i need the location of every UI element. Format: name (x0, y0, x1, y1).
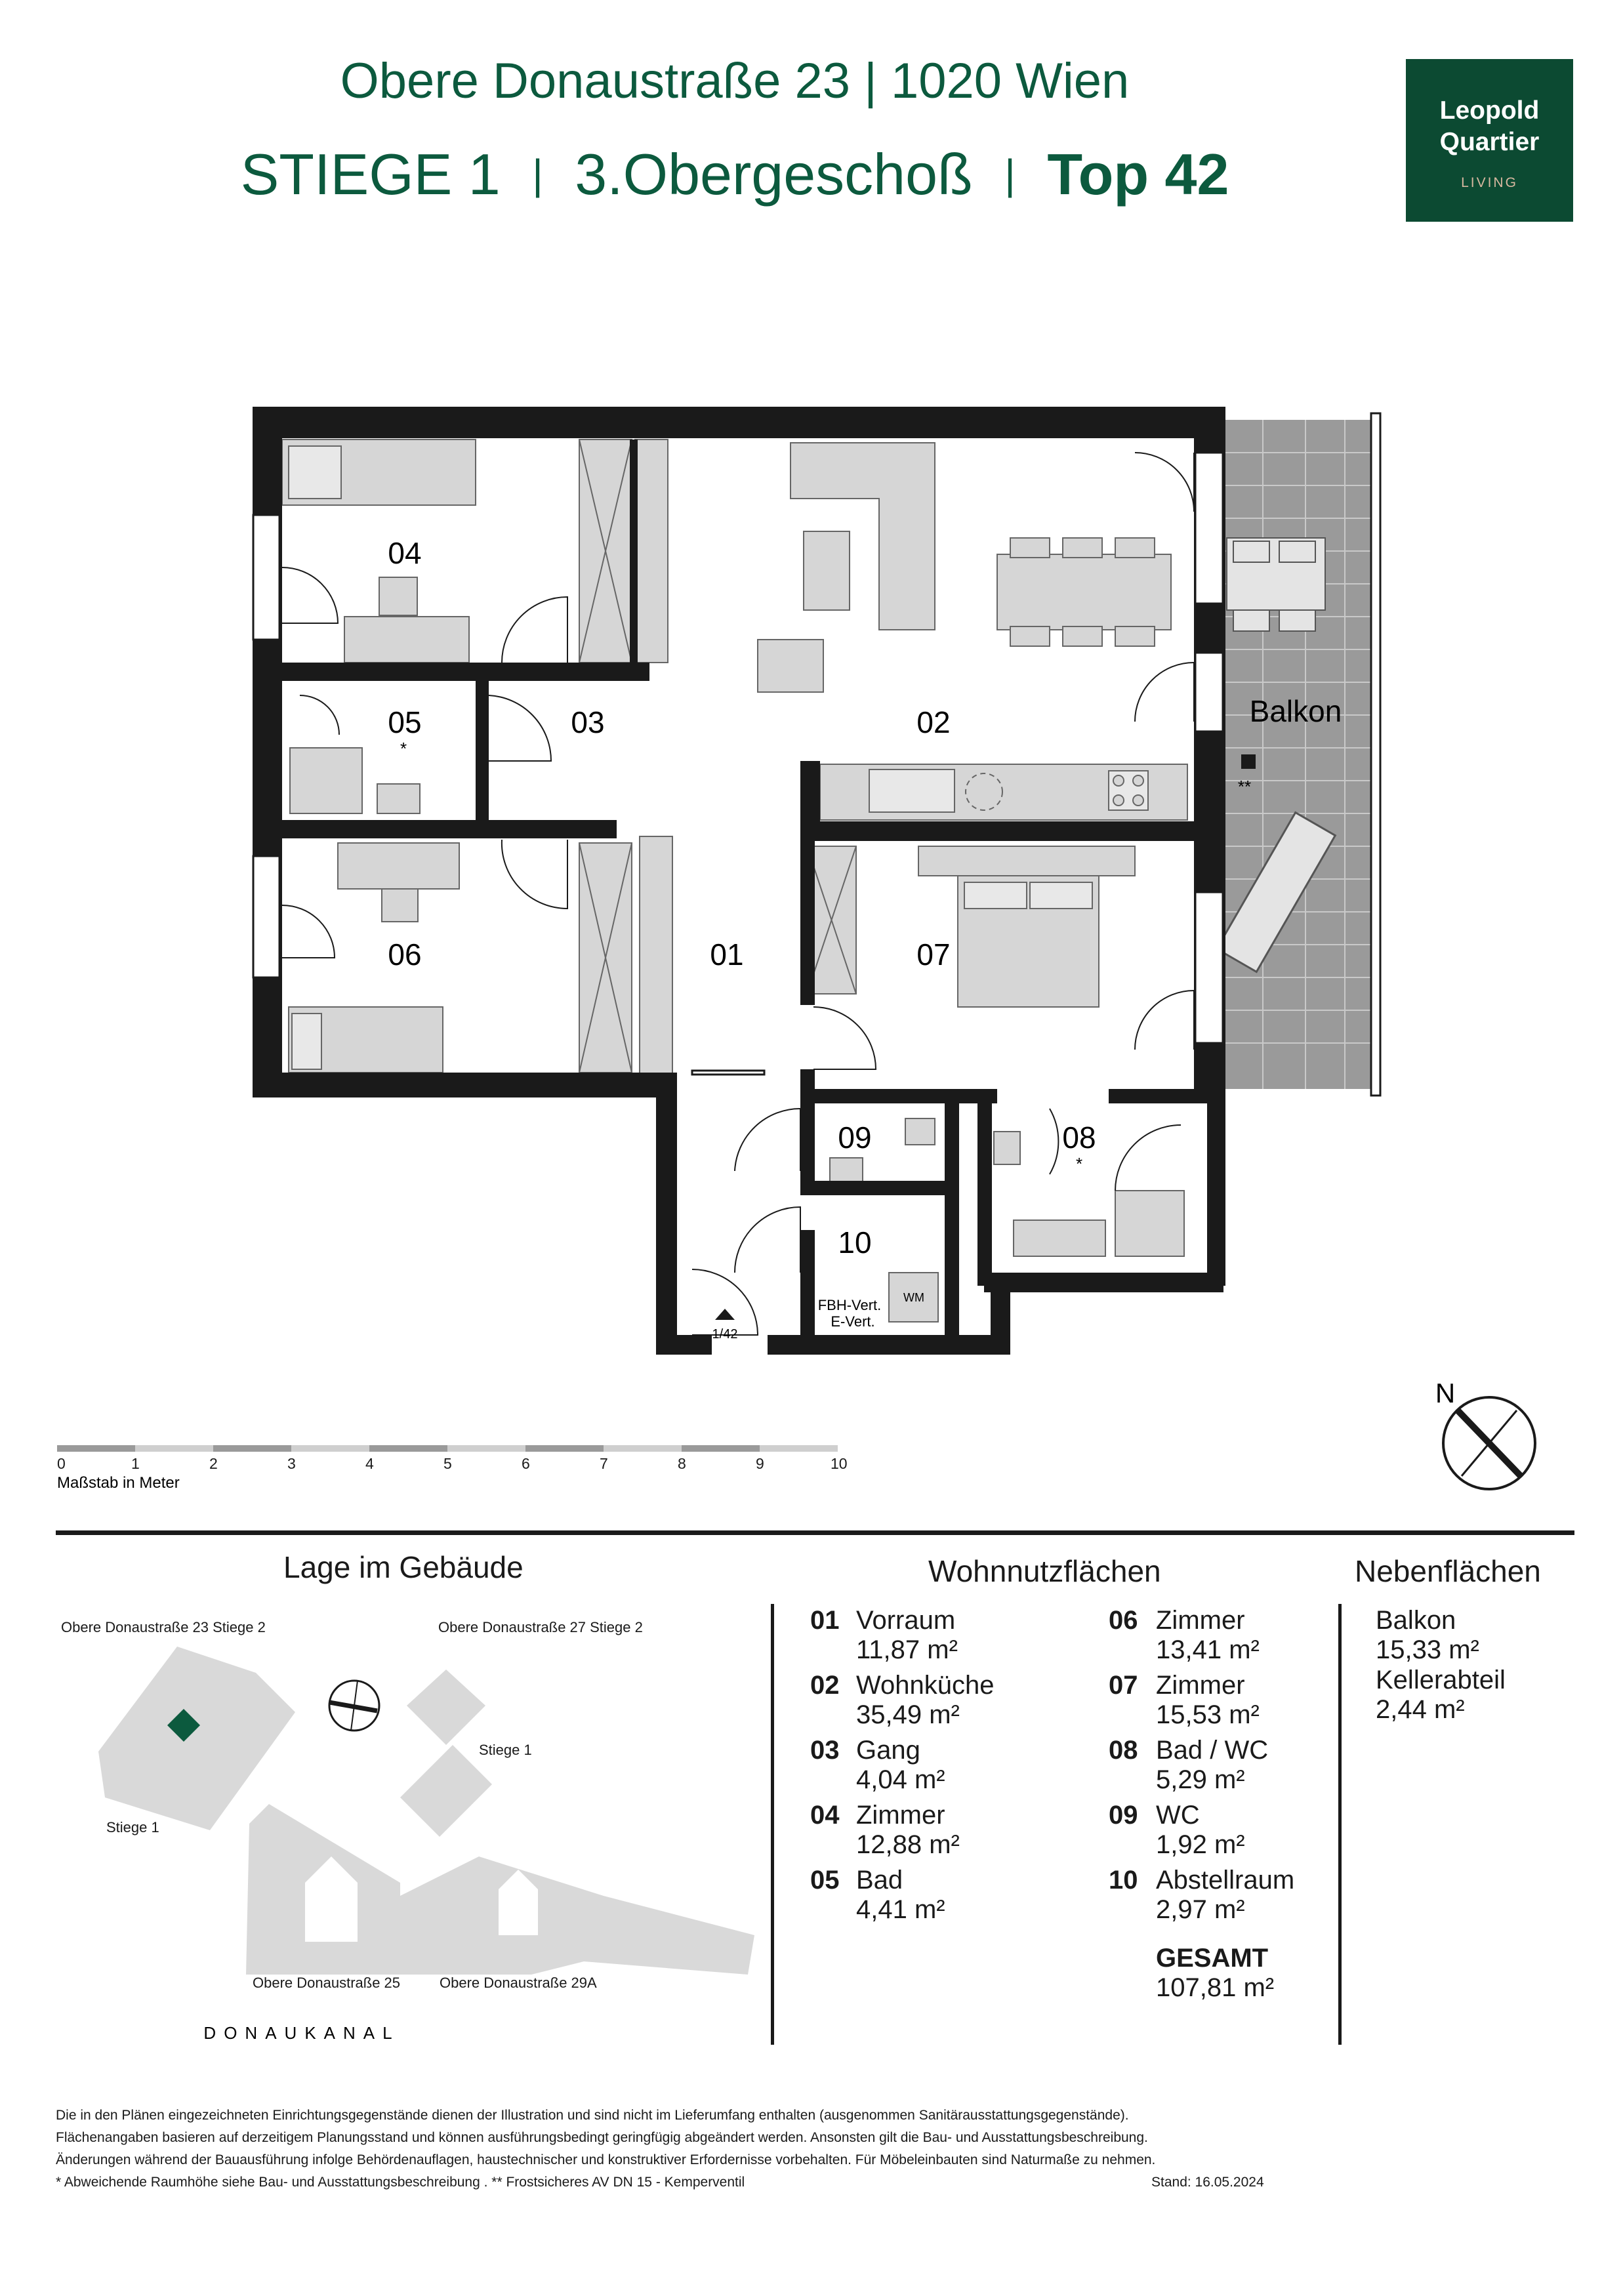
list-item (810, 1736, 1099, 1801)
lage-label: DONAUKANAL (203, 2023, 400, 2043)
separator: | (1004, 151, 1016, 198)
neben-list (1376, 1606, 1572, 1725)
room-area: 13,41 m² (1156, 1635, 1260, 1664)
room-label-06: 06 (388, 937, 422, 972)
scale-tick: 5 (443, 1455, 452, 1472)
room-number: 03 (810, 1736, 840, 1765)
column-divider (1338, 1604, 1342, 2045)
room-number: 06 (1109, 1606, 1138, 1635)
area-list-col2 (1109, 1606, 1332, 2003)
scale-tick: 3 (287, 1455, 296, 1472)
room-name: Gang (856, 1736, 920, 1765)
logo-line-1: Leopold (1439, 96, 1540, 125)
stand-date: Stand: 16.05.2024 (1151, 2175, 1264, 2190)
entrance-label: 1/42 (712, 1327, 738, 1342)
room-name: WC (1156, 1801, 1200, 1830)
scale-caption: Maßstab in Meter (57, 1474, 180, 1492)
room-label-09: 09 (838, 1120, 872, 1155)
room-label-03: 03 (571, 705, 605, 739)
floor-label: 3.Obergeschoß (575, 142, 973, 207)
room-number: 02 (810, 1671, 840, 1700)
list-item (1109, 1736, 1332, 1801)
room-area: 11,87 m² (856, 1635, 958, 1664)
room-label-07: 07 (916, 937, 951, 972)
room-number: 09 (1109, 1801, 1138, 1830)
site-north-icon (329, 1681, 379, 1731)
room-name: Zimmer (856, 1801, 945, 1830)
logo-line-3: LIVING (1461, 175, 1518, 190)
scale-tick: 10 (831, 1455, 848, 1472)
neben-title: Nebenflächen (1355, 1554, 1541, 1588)
star-note: * (400, 739, 407, 758)
scale-tick: 9 (756, 1455, 764, 1472)
room-label-10: 10 (838, 1225, 872, 1260)
room-area: 4,04 m² (856, 1765, 945, 1794)
room-name: Bad (856, 1866, 903, 1895)
room-name: Wohnküche (856, 1671, 995, 1700)
scale-tick: 7 (600, 1455, 608, 1472)
total-area: 107,81 m² (1156, 1973, 1275, 2002)
footer-line: * Abweichende Raumhöhe siehe Bau- und Ausstattungsbeschreibung . ** Frostsicheres AV DN 15 - Kemperventil (56, 2175, 745, 2190)
scale-tick: 1 (131, 1455, 140, 1472)
lage-label: Obere Donaustraße 23 Stiege 2 (61, 1619, 266, 1635)
stiege-label: STIEGE 1 (240, 142, 501, 207)
double-star-note: ** (1237, 777, 1252, 796)
scale-tick: 6 (522, 1455, 530, 1472)
north-label: N (1435, 1378, 1456, 1408)
room-number: 05 (810, 1866, 840, 1895)
room-name: Zimmer (1156, 1671, 1245, 1700)
room-number: 04 (810, 1801, 840, 1830)
lage-label: Obere Donaustraße 25 (253, 1975, 401, 1991)
room-area: 4,41 m² (856, 1895, 945, 1924)
room-name: Vorraum (856, 1606, 956, 1635)
lage-label: Stiege 1 (106, 1819, 159, 1835)
star-note: * (1075, 1154, 1083, 1174)
room-area: 35,49 m² (856, 1700, 960, 1729)
scale-bar (52, 1440, 866, 1499)
site-map (59, 1607, 768, 2053)
scale-tick: 2 (209, 1455, 218, 1472)
room-number: 01 (810, 1606, 840, 1635)
footer-line: Änderungen während der Bauausführung infolge Behördenauflagen, haustechnischer und konstruktiver Erfordernisse vorbehalten. Für Möbeleinbauten sind Naturmaße zu nehmen. (56, 2152, 1156, 2167)
footer-line: Flächenangaben basieren auf derzeitigem Planungsstand und können ausführungsbedingt geringfügig abgeändert werden. Ansonsten gilt die Bau- und Ausstattungsbeschreibung. (56, 2130, 1148, 2145)
list-item (810, 1866, 1099, 1931)
neben-name: Balkon (1376, 1606, 1456, 1635)
room-name: Bad / WC (1156, 1736, 1269, 1765)
room-area: 2,97 m² (1156, 1895, 1245, 1924)
list-item (810, 1671, 1099, 1736)
lage-label: Obere Donaustraße 29A (440, 1975, 597, 1991)
room-name: Zimmer (1156, 1606, 1245, 1635)
room-number: 07 (1109, 1671, 1138, 1700)
room-label-01: 01 (710, 937, 744, 972)
top-label: Top 42 (1047, 142, 1229, 207)
room-area: 5,29 m² (1156, 1765, 1245, 1794)
lage-title: Lage im Gebäude (283, 1550, 524, 1584)
room-label-08: 08 (1062, 1120, 1096, 1155)
room-number: 10 (1109, 1866, 1138, 1895)
evert-label: E-Vert. (831, 1313, 875, 1330)
total-label: GESAMT (1156, 1944, 1269, 1973)
wohnnutz-title: Wohnnutzflächen (928, 1554, 1161, 1588)
wm-label: WM (903, 1291, 924, 1304)
area-list-col1 (810, 1606, 1099, 1931)
balkon-label: Balkon (1249, 694, 1342, 728)
list-item (1109, 1866, 1332, 1931)
divider (56, 1530, 1574, 1535)
room-area: 1,92 m² (1156, 1830, 1245, 1859)
column-divider (771, 1604, 774, 2045)
list-item (1109, 1606, 1332, 1671)
fbh-label: FBH-Vert. (817, 1297, 882, 1313)
footer-line: Die in den Plänen eingezeichneten Einrichtungsgegenstände dienen der Illustration und sind nicht im Lieferumfang enthalten (ausgenommen Sanitärausstattungsgegenstände). (56, 2108, 1129, 2123)
scale-tick: 0 (57, 1455, 66, 1472)
lage-label: Stiege 1 (479, 1742, 532, 1758)
entrance-icon (715, 1309, 735, 1320)
neben-area: 15,33 m² (1376, 1635, 1479, 1664)
room-label-02: 02 (916, 705, 951, 739)
logo-line-2: Quartier (1439, 128, 1540, 156)
total-block (1156, 1944, 1332, 2003)
scale-tick: 4 (365, 1455, 374, 1472)
separator: | (532, 151, 543, 198)
room-area: 15,53 m² (1156, 1700, 1260, 1729)
list-item (1109, 1801, 1332, 1866)
address-title: Obere Donaustraße 23 | 1020 Wien (340, 53, 1130, 109)
room-area: 12,88 m² (856, 1830, 960, 1859)
neben-area: 2,44 m² (1376, 1695, 1465, 1724)
balcony-area (1217, 413, 1380, 1096)
room-label-04: 04 (388, 536, 422, 570)
furniture (282, 440, 1187, 1322)
list-item (1109, 1671, 1332, 1736)
neben-name: Kellerabteil (1376, 1666, 1506, 1694)
room-name: Abstellraum (1156, 1866, 1295, 1895)
lage-label: Obere Donaustraße 27 Stiege 2 (438, 1619, 643, 1635)
list-item (810, 1606, 1099, 1671)
north-arrow-icon (1443, 1397, 1535, 1489)
room-label-05: 05 (388, 705, 422, 739)
room-number: 08 (1109, 1736, 1138, 1765)
scale-tick: 8 (678, 1455, 686, 1472)
list-item (810, 1801, 1099, 1866)
